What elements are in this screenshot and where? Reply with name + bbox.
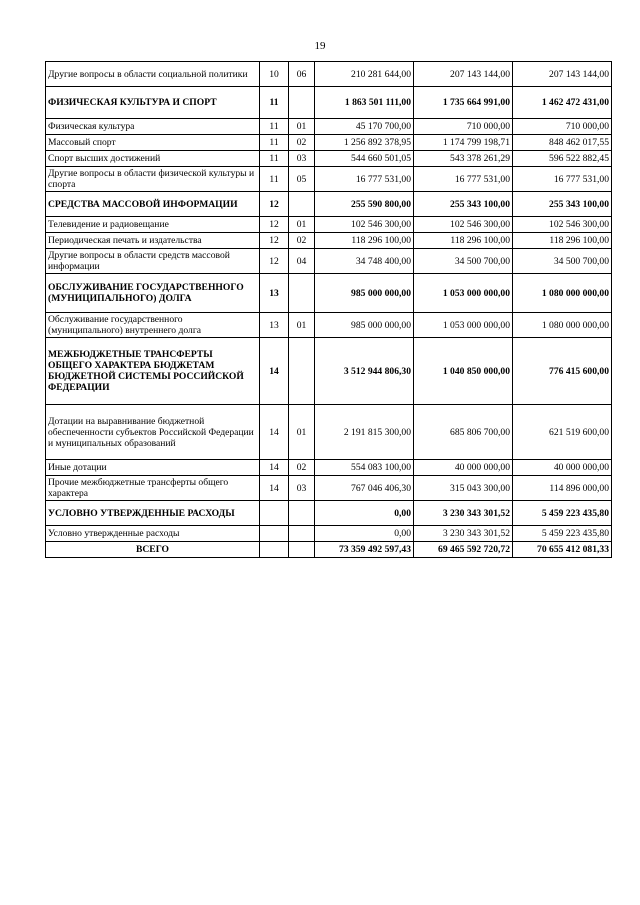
row-amount-year1: 985 000 000,00 (315, 313, 414, 338)
table-row (46, 249, 612, 274)
row-name-cell: Иные дотации (46, 460, 260, 476)
row-amount-year3: 776 415 600,00 (513, 338, 612, 405)
row-section-code: 12 (260, 233, 289, 249)
row-subsection-code: 03 (289, 151, 315, 167)
row-subsection-code: 01 (289, 405, 315, 460)
total-amount-year1: 73 359 492 597,43 (315, 542, 414, 558)
row-section-code: 13 (260, 274, 289, 313)
row-section-code: 11 (260, 135, 289, 151)
row-name-cell: СРЕДСТВА МАССОВОЙ ИНФОРМАЦИИ (46, 192, 260, 217)
row-section-code: 12 (260, 249, 289, 274)
row-name-cell: Другие вопросы в области социальной политики (46, 62, 260, 87)
row-amount-year3: 118 296 100,00 (513, 233, 612, 249)
row-amount-year2: 255 343 100,00 (414, 192, 513, 217)
table-row (46, 405, 612, 460)
table-row (46, 233, 612, 249)
row-amount-year2: 102 546 300,00 (414, 217, 513, 233)
row-amount-year1: 0,00 (315, 501, 414, 526)
total-row (46, 542, 612, 558)
row-amount-year2: 1 040 850 000,00 (414, 338, 513, 405)
row-name-cell: Спорт высших достижений (46, 151, 260, 167)
total-label: ВСЕГО (46, 542, 260, 558)
row-name-cell: ОБСЛУЖИВАНИЕ ГОСУДАРСТВЕННОГО (МУНИЦИПАЛЬНОГО) ДОЛГА (46, 274, 260, 313)
table-row (46, 135, 612, 151)
row-subsection-code: 05 (289, 167, 315, 192)
row-amount-year3: 5 459 223 435,80 (513, 526, 612, 542)
row-amount-year1: 210 281 644,00 (315, 62, 414, 87)
row-subsection-code: 06 (289, 62, 315, 87)
row-amount-year3: 710 000,00 (513, 119, 612, 135)
row-amount-year3: 621 519 600,00 (513, 405, 612, 460)
row-name-cell: Другие вопросы в области средств массовой информации (46, 249, 260, 274)
row-name-cell: Прочие межбюджетные трансферты общего характера (46, 476, 260, 501)
row-amount-year2: 685 806 700,00 (414, 405, 513, 460)
row-name-cell: МЕЖБЮДЖЕТНЫЕ ТРАНСФЕРТЫ ОБЩЕГО ХАРАКТЕРА БЮДЖЕТАМ БЮДЖЕТНОЙ СИСТЕМЫ РОССИЙСКОЙ ФЕДЕРАЦИИ (46, 338, 260, 405)
row-section-code: 12 (260, 217, 289, 233)
row-amount-year2: 3 230 343 301,52 (414, 526, 513, 542)
row-amount-year1: 255 590 800,00 (315, 192, 414, 217)
row-amount-year3: 848 462 017,55 (513, 135, 612, 151)
table-row (46, 151, 612, 167)
page-number: 19 (314, 40, 326, 52)
table-row (46, 192, 612, 217)
row-amount-year3: 255 343 100,00 (513, 192, 612, 217)
row-amount-year3: 102 546 300,00 (513, 217, 612, 233)
row-name-cell: Другие вопросы в области физической культуры и спорта (46, 167, 260, 192)
row-amount-year2: 1 053 000 000,00 (414, 274, 513, 313)
table-row (46, 274, 612, 313)
row-subsection-code (289, 192, 315, 217)
row-amount-year1: 985 000 000,00 (315, 274, 414, 313)
row-section-code: 14 (260, 460, 289, 476)
row-subsection-code: 01 (289, 217, 315, 233)
row-amount-year3: 1 080 000 000,00 (513, 313, 612, 338)
row-amount-year2: 207 143 144,00 (414, 62, 513, 87)
row-amount-year3: 114 896 000,00 (513, 476, 612, 501)
row-amount-year2: 40 000 000,00 (414, 460, 513, 476)
row-name-cell: Массовый спорт (46, 135, 260, 151)
row-amount-year2: 315 043 300,00 (414, 476, 513, 501)
table-row (46, 476, 612, 501)
row-section-code: 12 (260, 192, 289, 217)
row-amount-year3: 596 522 882,45 (513, 151, 612, 167)
row-subsection-code: 02 (289, 233, 315, 249)
table-row (46, 501, 612, 526)
row-amount-year3: 40 000 000,00 (513, 460, 612, 476)
table-row (46, 119, 612, 135)
row-amount-year3: 5 459 223 435,80 (513, 501, 612, 526)
row-name-cell: ФИЗИЧЕСКАЯ КУЛЬТУРА И СПОРТ (46, 87, 260, 119)
row-amount-year1: 3 512 944 806,30 (315, 338, 414, 405)
row-name-cell: УСЛОВНО УТВЕРЖДЕННЫЕ РАСХОДЫ (46, 501, 260, 526)
row-name-cell: Условно утвержденные расходы (46, 526, 260, 542)
row-name-cell: Обслуживание государственного (муниципального) внутреннего долга (46, 313, 260, 338)
row-section-code: 14 (260, 476, 289, 501)
row-amount-year2: 1 735 664 991,00 (414, 87, 513, 119)
row-name-cell: Физическая культура (46, 119, 260, 135)
row-section-code: 11 (260, 87, 289, 119)
row-section-code (260, 526, 289, 542)
row-subsection-code (289, 87, 315, 119)
table-row (46, 87, 612, 119)
row-amount-year1: 544 660 501,05 (315, 151, 414, 167)
table-row (46, 167, 612, 192)
row-amount-year3: 1 080 000 000,00 (513, 274, 612, 313)
row-subsection-code: 03 (289, 476, 315, 501)
row-amount-year2: 34 500 700,00 (414, 249, 513, 274)
row-amount-year3: 1 462 472 431,00 (513, 87, 612, 119)
row-section-code: 14 (260, 338, 289, 405)
row-section-code: 11 (260, 151, 289, 167)
row-amount-year1: 2 191 815 300,00 (315, 405, 414, 460)
row-amount-year2: 1 174 799 198,71 (414, 135, 513, 151)
row-amount-year1: 34 748 400,00 (315, 249, 414, 274)
row-subsection-code (289, 338, 315, 405)
row-amount-year3: 16 777 531,00 (513, 167, 612, 192)
row-section-code: 11 (260, 167, 289, 192)
row-name-cell: Периодическая печать и издательства (46, 233, 260, 249)
row-amount-year1: 554 083 100,00 (315, 460, 414, 476)
row-section-code (260, 501, 289, 526)
table-row (46, 217, 612, 233)
row-amount-year3: 34 500 700,00 (513, 249, 612, 274)
row-section-code: 14 (260, 405, 289, 460)
row-subsection-code (289, 526, 315, 542)
table-row (46, 338, 612, 405)
table-row (46, 460, 612, 476)
row-amount-year1: 16 777 531,00 (315, 167, 414, 192)
row-amount-year2: 16 777 531,00 (414, 167, 513, 192)
total-section-code (260, 542, 289, 558)
total-subsection-code (289, 542, 315, 558)
row-subsection-code (289, 501, 315, 526)
budget-expenditure-table (45, 61, 612, 558)
row-amount-year1: 1 256 892 378,95 (315, 135, 414, 151)
row-section-code: 10 (260, 62, 289, 87)
row-subsection-code: 02 (289, 135, 315, 151)
row-section-code: 11 (260, 119, 289, 135)
row-subsection-code: 01 (289, 313, 315, 338)
row-name-cell: Дотации на выравнивание бюджетной обеспеченности субъектов Российской Федерации и муниципальных образований (46, 405, 260, 460)
row-amount-year3: 207 143 144,00 (513, 62, 612, 87)
table-row (46, 526, 612, 542)
row-section-code: 13 (260, 313, 289, 338)
row-amount-year2: 3 230 343 301,52 (414, 501, 513, 526)
row-amount-year1: 767 046 406,30 (315, 476, 414, 501)
row-amount-year2: 543 378 261,29 (414, 151, 513, 167)
row-amount-year2: 118 296 100,00 (414, 233, 513, 249)
row-amount-year1: 102 546 300,00 (315, 217, 414, 233)
table-body (46, 62, 612, 558)
table-row (46, 313, 612, 338)
row-subsection-code: 04 (289, 249, 315, 274)
total-amount-year3: 70 655 412 081,33 (513, 542, 612, 558)
row-amount-year1: 1 863 501 111,00 (315, 87, 414, 119)
row-subsection-code (289, 274, 315, 313)
row-amount-year1: 118 296 100,00 (315, 233, 414, 249)
total-amount-year2: 69 465 592 720,72 (414, 542, 513, 558)
row-amount-year1: 45 170 700,00 (315, 119, 414, 135)
row-subsection-code: 01 (289, 119, 315, 135)
row-name-cell: Телевидение и радиовещание (46, 217, 260, 233)
row-subsection-code: 02 (289, 460, 315, 476)
table-row (46, 62, 612, 87)
row-amount-year2: 1 053 000 000,00 (414, 313, 513, 338)
row-amount-year1: 0,00 (315, 526, 414, 542)
row-amount-year2: 710 000,00 (414, 119, 513, 135)
